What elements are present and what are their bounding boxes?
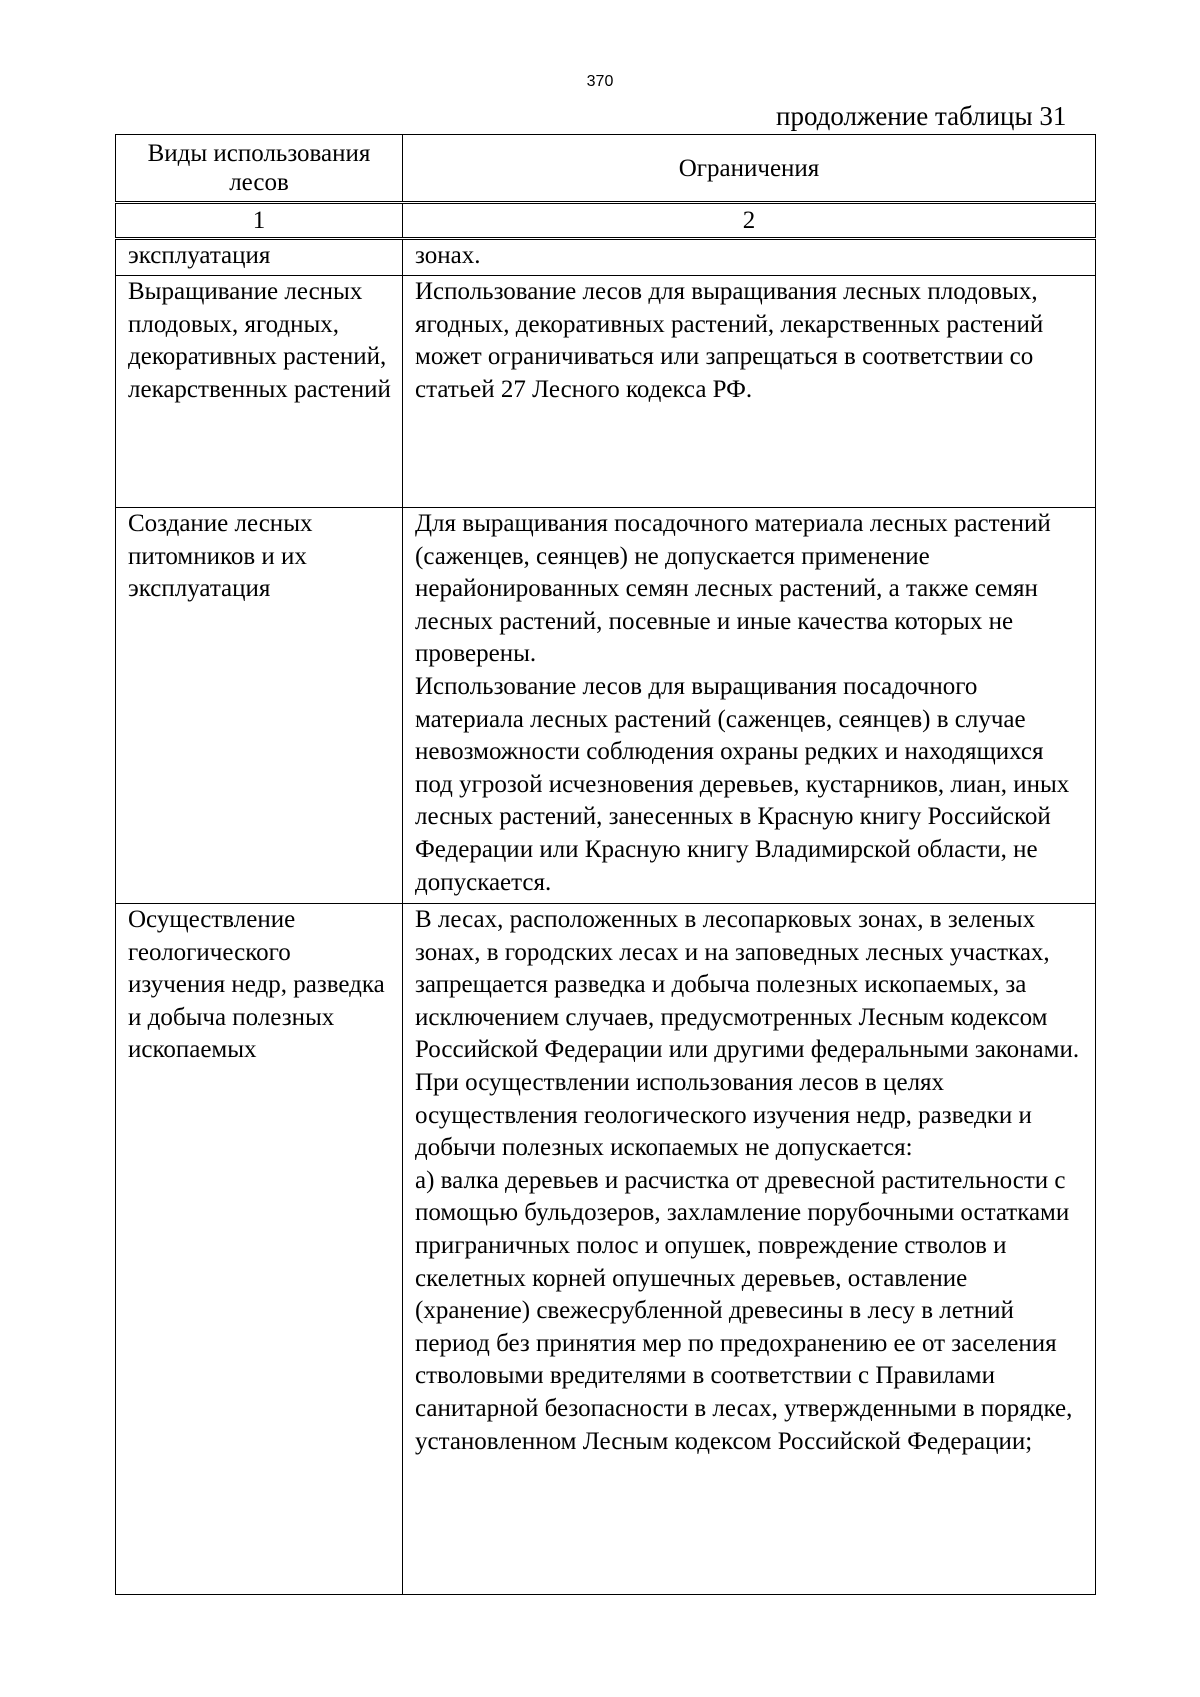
restrictions-cell: [403, 239, 1096, 276]
restriction-paragraph: В лесах, расположенных в лесопарковых зонах, в зеленых зонах, в городских лесах и на заповедных лесных участках, запрещается разведка и добыча полезных ископаемых, за исключением случаев, предусмотренных Лесным кодексом Российской Федерации или другими федеральными законами.: [415, 906, 1080, 1064]
restrictions-cell: [403, 508, 1096, 904]
restriction-paragraph: Для выращивания посадочного материала лесных растений (саженцев, сеянцев) не допускается применение нерайонированных семян лесных растений, а также семян лесных растений, посевные и иные качества которых не проверены.: [415, 510, 1051, 668]
restriction-paragraph: Использование лесов для выращивания посадочного материала лесных растений (саженцев, сеянцев) в случае невозможности соблюдения охраны редких и находящихся под угрозой исчезновения деревьев, кустарников, лиан, иных лесных растений, занесенных в Красную книгу Российской Федерации или Красную книгу Владимирской области, не допускается.: [415, 672, 1070, 896]
restrictions-table: [115, 134, 1096, 1595]
restrictions-cell: [403, 276, 1096, 508]
forest-use-cell: эксплуатация: [116, 239, 403, 276]
table-header-row: [116, 135, 1096, 203]
header-restrictions: Ограничения: [403, 135, 1096, 203]
restriction-paragraph: При осуществлении использования лесов в целях осуществления геологического изучения недр, разведки и добычи полезных ископаемых не допускается:: [415, 1068, 1032, 1162]
restriction-paragraph: Использование лесов для выращивания лесных плодовых, ягодных, декоративных растений, лекарственных растений может ограничиваться или запрещаться в соответствии со статьей 27 Лесного кодекса РФ.: [415, 278, 1044, 403]
page-number: 370: [586, 73, 614, 90]
column-number: 2: [403, 203, 1096, 239]
forest-use-cell: Создание лесных питомников и их эксплуатация: [116, 508, 403, 904]
table-row: [116, 239, 1096, 276]
restrictions-cell: [403, 904, 1096, 1595]
restriction-paragraph: зонах.: [415, 242, 481, 269]
restriction-paragraph: а) валка деревьев и расчистка от древесной растительности с помощью бульдозеров, захламление порубочными остатками приграничных полос и опушек, повреждение стволов и скелетных корней опушечных деревьев, оставление (хранение) свежесрубленной древесины в лесу в летний период без принятия мер по предохранению ее от заселения стволовыми вредителями в соответствии с Правилами санитарной безопасности в лесах, утвержденными в порядке, установленном Лесным кодексом Российской Федерации;: [415, 1166, 1073, 1455]
header-forest-use-types: Виды использования лесов: [116, 135, 403, 203]
forest-use-cell: Осуществление геологического изучения недр, разведка и добыча полезных ископаемых: [116, 904, 403, 1595]
column-numbers-row: [116, 203, 1096, 239]
table-continuation-label: продолжение таблицы 31: [776, 101, 1067, 131]
column-number: 1: [116, 203, 403, 239]
table-row: [116, 904, 1096, 1595]
forest-use-cell: Выращивание лесных плодовых, ягодных, декоративных растений, лекарственных растений: [116, 276, 403, 508]
table-row: [116, 508, 1096, 904]
table-row: [116, 276, 1096, 508]
